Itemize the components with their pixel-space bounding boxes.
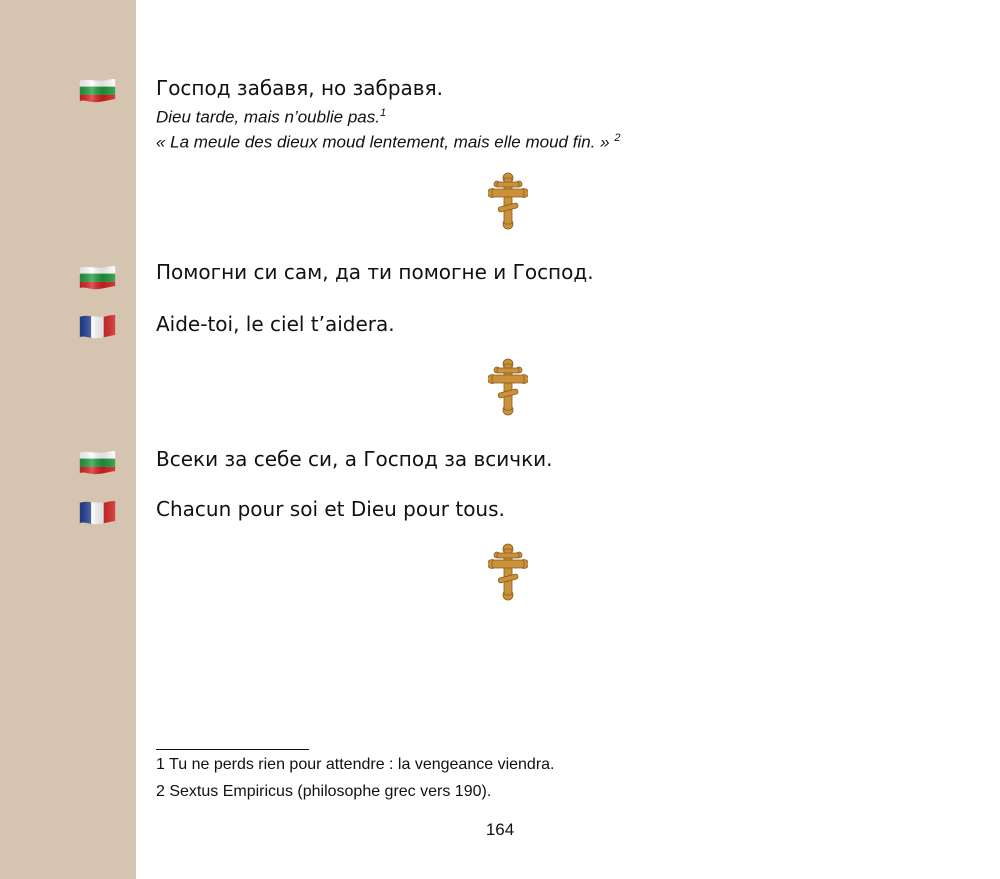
proverb-french-quote: « La meule des dieux moud lentement, mais elle moud fin. » $^2$: [156, 132, 621, 152]
proverb-french: Aide-toi, le ciel t’aidera.: [156, 312, 395, 336]
footnote-1: 1 Tu ne perds rien pour attendre : la vengeance viendra.: [156, 756, 555, 773]
proverb-french-translation: Dieu tarde, mais n’oublie pas.$^1$: [156, 107, 387, 127]
proverb-bulgarian: Господ забавя, но забравя.: [156, 76, 443, 100]
orthodox-cross-icon: [488, 172, 528, 230]
page-number: 164: [485, 820, 515, 839]
page-margin-band: [0, 0, 136, 879]
proverb-bulgarian: Помогни си сам, да ти помогне и Господ.: [156, 260, 594, 284]
footnote-2: 2 Sextus Empiricus (philosophe grec vers 190).: [156, 783, 492, 800]
proverb-french: Chacun pour soi et Dieu pour tous.: [156, 497, 505, 521]
footnote-ref: 2: [614, 132, 621, 144]
orthodox-cross-icon: [488, 543, 528, 601]
french-flag-icon: [78, 500, 117, 525]
orthodox-cross-icon: [488, 358, 528, 416]
proverb-bulgarian: Всеки за себе си, а Господ за всички.: [156, 447, 553, 471]
bulgarian-flag-icon: [78, 78, 117, 103]
bulgarian-flag-icon: [78, 265, 117, 290]
bulgarian-flag-icon: [78, 450, 117, 475]
footnote-separator: [156, 749, 309, 750]
footnote-ref: 1: [379, 107, 387, 119]
french-flag-icon: [78, 314, 117, 339]
